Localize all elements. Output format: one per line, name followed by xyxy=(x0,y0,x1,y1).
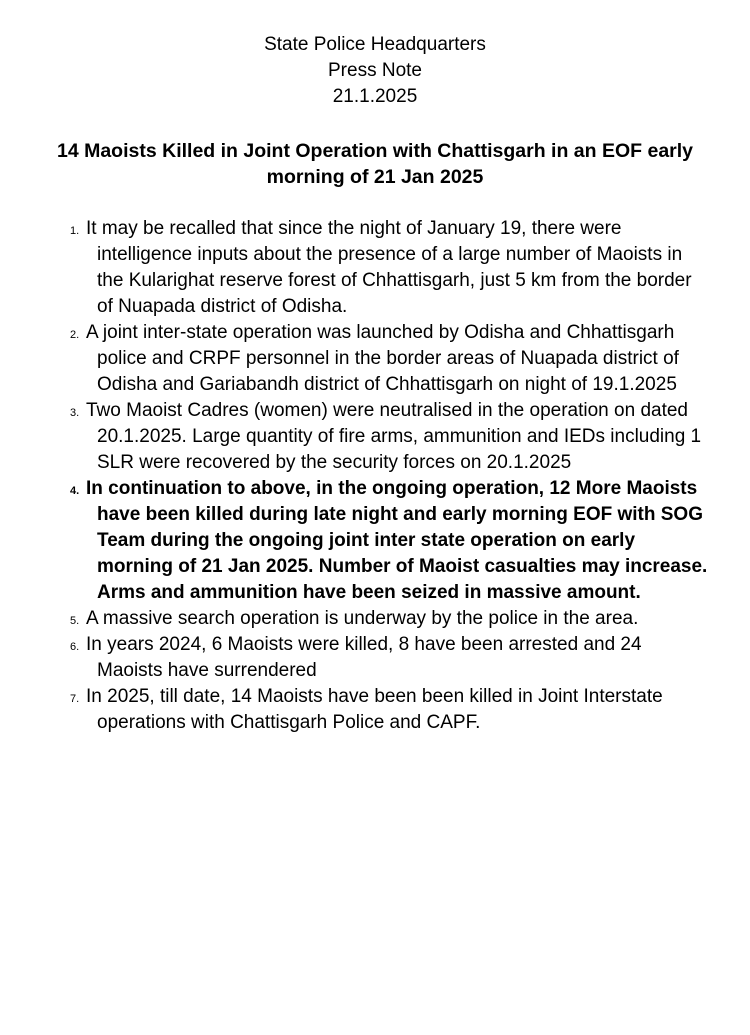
list-item-7 xyxy=(0,684,750,736)
list-item-6 xyxy=(0,632,750,684)
list-item-3 xyxy=(0,398,750,476)
list-item-number: 3. xyxy=(70,407,80,419)
list-item-number: 2. xyxy=(70,329,80,341)
list-item-text: Two Maoist Cadres (women) were neutralised in the operation on dated 20.1.2025. Large quantity of fire arms, ammunition and IEDs including 1 SLR were recovered by the security forces on 20.1.2025 xyxy=(86,400,702,473)
press-note-points xyxy=(0,216,750,736)
list-item-text: In 2025, till date, 14 Maoists have been been killed in Joint Interstate operations with Chattisgarh Police and CAPF. xyxy=(86,686,663,733)
document-header xyxy=(0,32,750,110)
list-item-number: 6. xyxy=(70,641,80,653)
list-item-number: 4. xyxy=(70,485,80,497)
header-organization: State Police Headquarters xyxy=(264,34,486,55)
list-item-4 xyxy=(0,476,750,606)
list-item-text: In years 2024, 6 Maoists were killed, 8 have been arrested and 24 Maoists have surrendered xyxy=(86,634,642,681)
list-item-number: 7. xyxy=(70,693,80,705)
list-item-text: It may be recalled that since the night of January 19, there were intelligence inputs about the presence of a large number of Maoists in the Kularighat reserve forest of Chhattisgarh, just 5 km from the border of Nuapada district of Odisha. xyxy=(86,218,692,317)
list-item-2 xyxy=(0,320,750,398)
press-note-title: 14 Maoists Killed in Joint Operation with Chattisgarh in an EOF early morning of 21 Jan 2025 xyxy=(56,140,694,188)
list-item-text: A massive search operation is underway by the police in the area. xyxy=(86,608,639,629)
list-item-text: In continuation to above, in the ongoing operation, 12 More Maoists have been killed during late night and early morning EOF with SOG Team during the ongoing joint inter state operation on early morning of 21 Jan 2025. Number of Maoist casualties may increase. Arms and ammunition have been seized in massive amount. xyxy=(86,478,708,603)
header-document-type: Press Note xyxy=(328,60,422,81)
list-item-number: 5. xyxy=(70,615,80,627)
list-item-text: A joint inter-state operation was launched by Odisha and Chhattisgarh police and CRPF personnel in the border areas of Nuapada district of Odisha and Gariabandh district of Chhattisgarh on night of 19.1.2025 xyxy=(86,322,679,395)
list-item-1 xyxy=(0,216,750,320)
header-date: 21.1.2025 xyxy=(332,86,418,107)
list-item-number: 1. xyxy=(70,225,80,237)
list-item-5 xyxy=(0,606,750,632)
